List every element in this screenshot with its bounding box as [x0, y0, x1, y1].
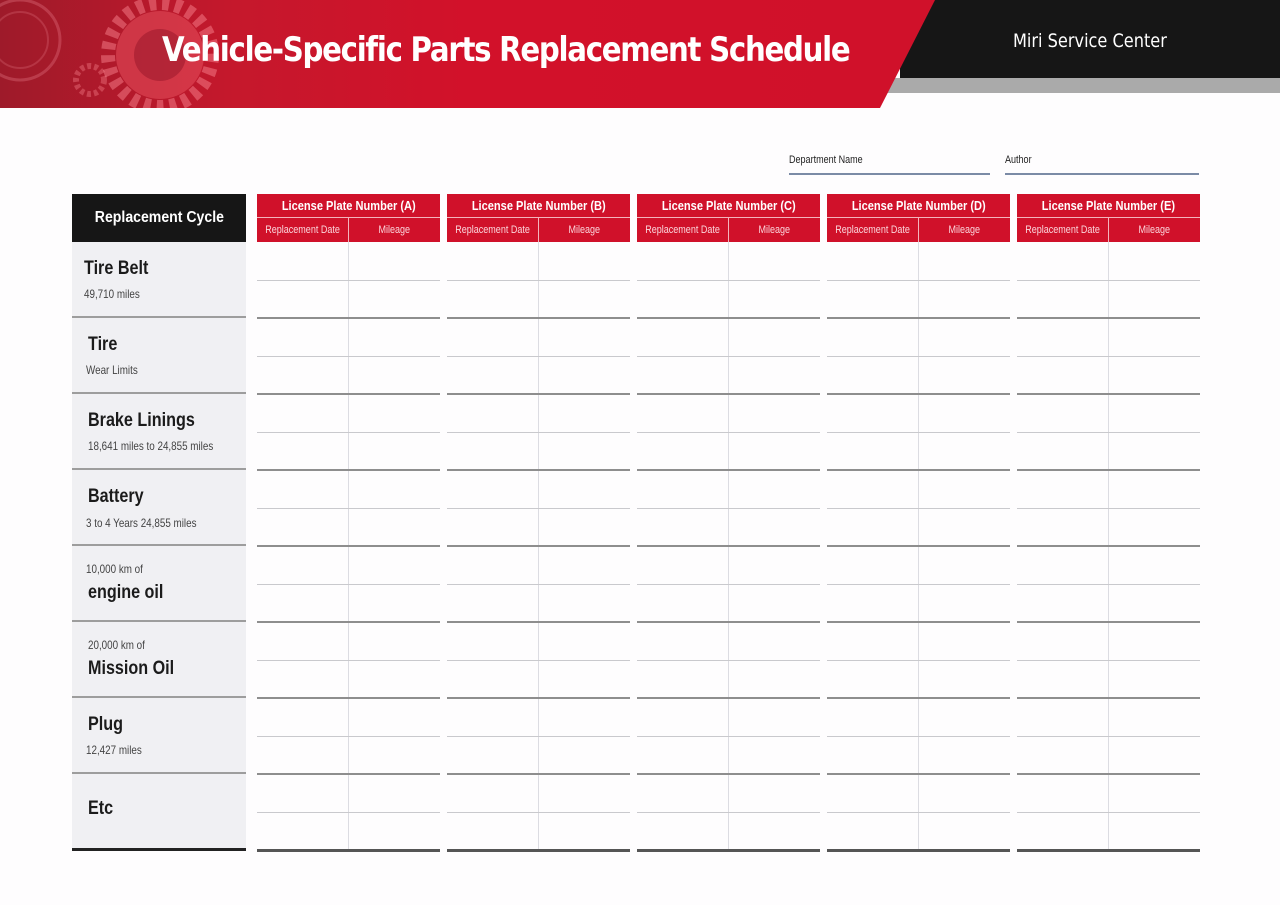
- row-divider-minor: [827, 356, 1010, 357]
- item-detail: 12,427 miles: [86, 743, 142, 757]
- mileage-header: Mileage: [568, 224, 601, 236]
- page-title: Vehicle-Specific Parts Replacement Schedule: [162, 30, 850, 70]
- plate-heading: License Plate Number (C): [637, 194, 820, 218]
- plate-table-a: [257, 194, 440, 852]
- row-divider-minor: [637, 280, 820, 281]
- plate-table-c: [637, 194, 820, 852]
- row-divider: [827, 621, 1010, 623]
- cycle-row-engine-oil: [72, 546, 246, 622]
- cycle-row-tire-belt: [72, 242, 246, 318]
- row-divider: [257, 317, 440, 319]
- entry-grid[interactable]: [257, 242, 440, 852]
- item-name: Tire: [88, 334, 118, 355]
- row-divider: [827, 773, 1010, 775]
- item-detail: Wear Limits: [86, 363, 138, 377]
- row-divider: [1017, 849, 1200, 852]
- item-name: Battery: [88, 486, 144, 507]
- department-name-label: Department Name: [789, 154, 863, 166]
- row-divider: [257, 697, 440, 699]
- row-divider: [637, 773, 820, 775]
- row-divider-minor: [257, 508, 440, 509]
- row-divider-minor: [257, 584, 440, 585]
- row-divider: [637, 545, 820, 547]
- row-divider: [447, 621, 630, 623]
- row-divider-minor: [827, 432, 1010, 433]
- row-divider: [447, 773, 630, 775]
- item-name: Brake Linings: [88, 410, 195, 431]
- row-divider: [637, 621, 820, 623]
- plate-subheadings: [447, 218, 630, 242]
- replacement-date-header: Replacement Date: [637, 218, 729, 242]
- row-divider: [257, 849, 440, 852]
- replacement-date-header: Replacement Date: [257, 218, 349, 242]
- cycle-row-battery: [72, 470, 246, 546]
- replacement-date-header: Replacement Date: [447, 218, 539, 242]
- row-divider: [447, 393, 630, 395]
- row-divider: [1017, 697, 1200, 699]
- row-divider-minor: [1017, 280, 1200, 281]
- item-detail: 18,641 miles to 24,855 miles: [88, 439, 214, 453]
- mileage-header: Mileage: [948, 224, 981, 236]
- row-divider-minor: [1017, 660, 1200, 661]
- plate-subheadings: [637, 218, 820, 242]
- row-divider-minor: [637, 660, 820, 661]
- plate-subheadings: [1017, 218, 1200, 242]
- row-divider: [447, 317, 630, 319]
- plate-table-b: [447, 194, 630, 852]
- row-divider: [827, 317, 1010, 319]
- row-divider: [257, 393, 440, 395]
- replacement-date-header: Replacement Date: [827, 218, 919, 242]
- item-detail: 10,000 km of: [86, 562, 143, 576]
- row-divider-minor: [447, 432, 630, 433]
- row-divider-minor: [827, 660, 1010, 661]
- row-divider-minor: [1017, 736, 1200, 737]
- plate-table-d: [827, 194, 1010, 852]
- row-divider-minor: [1017, 356, 1200, 357]
- cycle-row-plug: [72, 698, 246, 774]
- plate-heading: License Plate Number (E): [1017, 194, 1200, 218]
- row-divider: [1017, 545, 1200, 547]
- row-divider-minor: [1017, 584, 1200, 585]
- row-divider: [827, 697, 1010, 699]
- entry-grid[interactable]: [827, 242, 1010, 852]
- entry-grid[interactable]: [1017, 242, 1200, 852]
- row-divider-minor: [637, 584, 820, 585]
- row-divider-minor: [637, 356, 820, 357]
- row-divider: [447, 469, 630, 471]
- row-divider-minor: [447, 584, 630, 585]
- row-divider: [447, 545, 630, 547]
- plate-heading: License Plate Number (A): [257, 194, 440, 218]
- entry-grid[interactable]: [637, 242, 820, 852]
- row-divider: [637, 849, 820, 852]
- item-name: Tire Belt: [84, 258, 149, 279]
- replacement-cycle-column: [72, 194, 246, 851]
- row-divider: [257, 773, 440, 775]
- row-divider: [1017, 393, 1200, 395]
- row-divider-minor: [257, 660, 440, 661]
- row-divider: [447, 849, 630, 852]
- row-divider-minor: [1017, 812, 1200, 813]
- row-divider-minor: [637, 432, 820, 433]
- row-divider: [637, 393, 820, 395]
- row-divider-minor: [1017, 508, 1200, 509]
- row-divider-minor: [637, 508, 820, 509]
- plate-subheadings: [257, 218, 440, 242]
- cycle-row-mission-oil: [72, 622, 246, 698]
- row-divider-minor: [447, 356, 630, 357]
- cycle-row-tire: [72, 318, 246, 394]
- row-divider: [1017, 621, 1200, 623]
- author-label: Author: [1005, 154, 1032, 166]
- row-divider-minor: [447, 508, 630, 509]
- row-divider: [257, 545, 440, 547]
- row-divider-minor: [257, 280, 440, 281]
- row-divider-minor: [447, 660, 630, 661]
- cycle-row-brake-linings: [72, 394, 246, 470]
- department-name-field[interactable]: [789, 150, 990, 175]
- row-divider-minor: [637, 812, 820, 813]
- item-detail: 49,710 miles: [84, 287, 140, 301]
- row-divider: [827, 849, 1010, 852]
- cycle-row-etc: [72, 774, 246, 851]
- row-divider-minor: [257, 812, 440, 813]
- row-divider-minor: [827, 508, 1010, 509]
- row-divider-minor: [827, 812, 1010, 813]
- item-name: Mission Oil: [88, 658, 175, 679]
- dark-gear-icon: [0, 0, 70, 90]
- row-divider: [827, 545, 1010, 547]
- entry-grid[interactable]: [447, 242, 630, 852]
- row-divider: [637, 469, 820, 471]
- item-name: Plug: [88, 714, 123, 735]
- row-divider: [827, 469, 1010, 471]
- plate-heading: License Plate Number (B): [447, 194, 630, 218]
- row-divider: [1017, 317, 1200, 319]
- row-divider: [257, 621, 440, 623]
- row-divider: [447, 697, 630, 699]
- plate-heading: License Plate Number (D): [827, 194, 1010, 218]
- service-center-name: Miri Service Center: [1013, 30, 1167, 52]
- mileage-header: Mileage: [758, 224, 791, 236]
- item-detail: 3 to 4 Years 24,855 miles: [86, 516, 197, 530]
- row-divider-minor: [447, 280, 630, 281]
- row-divider-minor: [447, 812, 630, 813]
- item-detail: 20,000 km of: [88, 638, 145, 652]
- row-divider: [1017, 773, 1200, 775]
- row-divider: [637, 317, 820, 319]
- row-divider: [637, 697, 820, 699]
- replacement-cycle-heading: Replacement Cycle: [72, 194, 246, 242]
- row-divider-minor: [637, 736, 820, 737]
- mileage-header: Mileage: [378, 224, 411, 236]
- row-divider-minor: [827, 736, 1010, 737]
- mileage-header: Mileage: [1138, 224, 1171, 236]
- plate-subheadings: [827, 218, 1010, 242]
- item-name: Etc: [88, 798, 114, 819]
- row-divider: [1017, 469, 1200, 471]
- page-header: [0, 0, 1280, 110]
- header-gray-stripe: [880, 78, 1280, 93]
- plate-table-e: [1017, 194, 1200, 852]
- row-divider-minor: [1017, 432, 1200, 433]
- author-field[interactable]: [1005, 150, 1199, 175]
- row-divider-minor: [447, 736, 630, 737]
- small-gear-icon: [70, 60, 110, 100]
- row-divider-minor: [257, 736, 440, 737]
- row-divider-minor: [257, 356, 440, 357]
- row-divider: [257, 469, 440, 471]
- row-divider-minor: [827, 280, 1010, 281]
- row-divider-minor: [827, 584, 1010, 585]
- row-divider: [827, 393, 1010, 395]
- row-divider-minor: [257, 432, 440, 433]
- item-name: engine oil: [88, 582, 164, 603]
- replacement-date-header: Replacement Date: [1017, 218, 1109, 242]
